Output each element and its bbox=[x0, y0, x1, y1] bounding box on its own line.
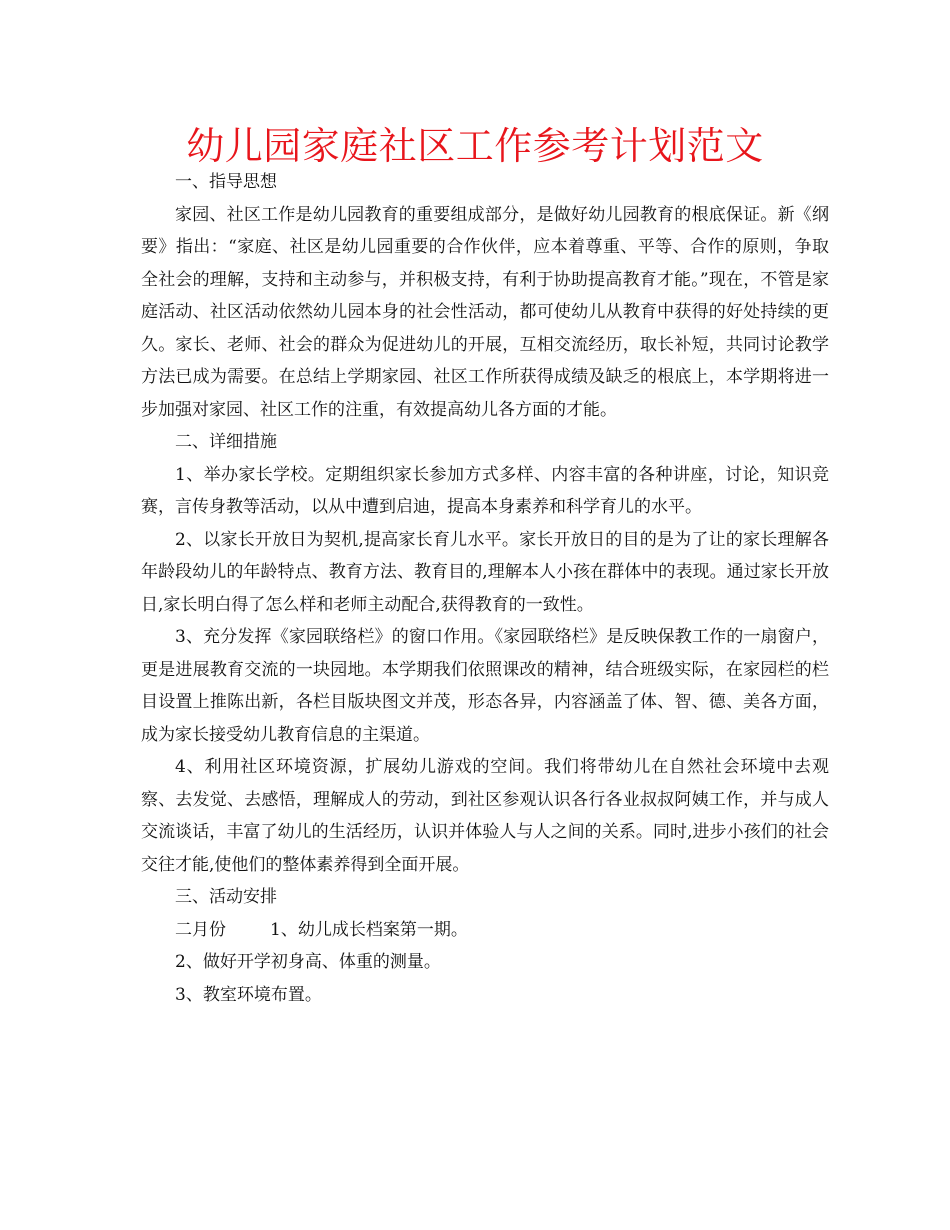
activity-item-2: 2、做好开学初身高、体重的测量。 bbox=[175, 952, 441, 972]
measure-item-4: 4、利用社区环境资源，扩展幼儿游戏的空间。我们将带幼儿在自然社会环境中去观察、去发觉、去感悟，理解成人的劳动，到社区参观认识各行各业叔叔阿姨工作，并与成人交流谈话，丰富了幼儿的生活经历，认识并体验人与人之间的关系。同时,进步小孩们的社会交往才能,使他们的整体素养得到全面开展。 bbox=[141, 757, 829, 875]
measure-item-2: 2、以家长开放日为契机,提高家长育儿水平。家长开放日的目的是为了让的家长理解各年龄段幼儿的年龄特点、教育方法、教育目的,理解本人小孩在群体中的表现。通过家长开放日,家长明白得了怎么样和老师主动配合,获得教育的一致性。 bbox=[141, 529, 829, 615]
section-heading-guiding: 一、指导思想 bbox=[175, 172, 277, 192]
measure-item-1: 1、举办家长学校。定期组织家长参加方式多样、内容丰富的各种讲座，讨论，知识竞赛，言传身教等活动，以从中遭到启迪，提高本身素养和科学育儿的水平。 bbox=[141, 464, 829, 517]
activity-item-1: 1、幼儿成长档案第一期。 bbox=[270, 919, 468, 940]
document-title: 幼儿园家庭社区工作参考计划范文 bbox=[186, 124, 764, 168]
document-body bbox=[141, 166, 829, 1011]
activity-item-3: 3、教室环境布置。 bbox=[175, 984, 322, 1005]
section-heading-measures: 二、详细措施 bbox=[175, 432, 277, 452]
activity-month-line bbox=[141, 914, 829, 947]
measure-item-3: 3、充分发挥《家园联络栏》的窗口作用。《家园联络栏》是反映保教工作的一扇窗户，更是进展教育交流的一块园地。本学期我们依照课改的精神，结合班级实际，在家园栏的栏目设置上推陈出新，各栏目版块图文并茂，形态各异，内容涵盖了体、智、德、美各方面，成为家长接受幼儿教育信息的主渠道。 bbox=[141, 627, 829, 745]
section-heading-activities: 三、活动安排 bbox=[175, 887, 277, 907]
guiding-paragraph: 家园、社区工作是幼儿园教育的重要组成部分，是做好幼儿园教育的根底保证。新《纲要》指出：“家庭、社区是幼儿园重要的合作伙伴，应本着尊重、平等、合作的原则，争取全社会的理解，支持和主动参与，并积极支持，有利于协助提高教育才能。”现在，不管是家庭活动、社区活动依然幼儿园本身的社会性活动，都可使幼儿从教育中获得的好处持续的更久。家长、老师、社会的群众为促进幼儿的开展，互相交流经历，取长补短，共同讨论教学方法已成为需要。在总结上学期家园、社区工作所获得成绩及缺乏的根底上，本学期将进一步加强对家园、社区工作的注重，有效提高幼儿各方面的才能。 bbox=[141, 204, 829, 420]
activity-month: 二月份 bbox=[175, 919, 226, 940]
